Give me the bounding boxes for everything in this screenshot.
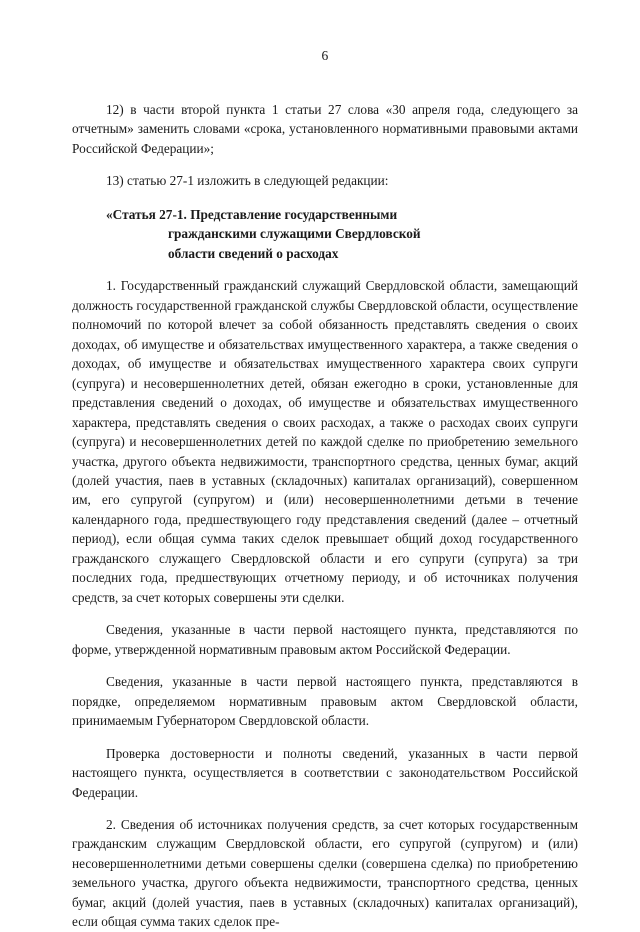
paragraph-item-12: 12) в части второй пункта 1 статьи 27 слова «30 апреля года, следующего за отчетным» заменить словами «срока, установленного нормативными правовыми актами Российской Федерации»; (72, 102, 578, 156)
article-heading (72, 205, 578, 263)
paragraph-clause-1-part-4: Проверка достоверности и полноты сведений, указанных в части первой настоящего пункта, осуществляется в соответствии с законодательством Российской Федерации. (72, 745, 578, 800)
paragraph-clause-2: 2. Сведения об источниках получения средств, за счет которых государственным гражданским служащим Свердловской области, его супругой (супругом) и (или) несовершеннолетними детьми совершены сделки (совершена сделка) по приобретению земельного участка, другого объекта недвижимости, транспортного средства, ценных бумаг, акций (долей участия, паев в уставных (складочных) капиталах организаций), если общая сумма таких сделок пре- (72, 817, 578, 930)
article-heading-line-3: области сведений о расходах (168, 245, 339, 261)
paragraph-clause-1-part-2: Сведения, указанные в части первой настоящего пункта, представляются по форме, утвержденной нормативным правовым актом Российской Федерации. (72, 622, 578, 657)
article-heading-text-1: Представление государственными (190, 206, 398, 222)
document-body (72, 100, 578, 932)
article-heading-number: «Статья 27-1. (106, 206, 187, 222)
paragraph-clause-1: 1. Государственный гражданский служащий Свердловской области, замещающий должность государственной гражданской службы Свердловской области, осуществление полномочий по которой влечет за собой обязанность представлять сведения о своих доходах, об имуществе и обязательствах имущественного характера, а также сведения о доходах, об имуществе и обязательствах имущественного характера своих супруги (супруга) и несовершеннолетних детей, обязан ежегодно в сроки, установленные для представления сведений о доходах, об имуществе и обязательствах имущественного характера, представлять сведения о своих расходах, а также о расходах своих супруги (супруга) и несовершеннолетних детей по каждой сделке по приобретению земельного участка, другого объекта недвижимости, транспортного средства, ценных бумаг, акций (долей участия, паев в уставных (складочных) капиталах организаций), совершенном им, его супругой (супругом) и (или) несовершеннолетними детьми в течение календарного года, предшествующего году представления сведений (далее – отчетный период), если общая сумма таких сделок превышает общий доход государственного гражданского служащего Свердловской области и его супруги (супруга) за три последних года, предшествующих отчетному периоду, и об источниках получения средств, за счет которых совершены эти сделки. (72, 278, 578, 605)
article-heading-line-1 (72, 205, 578, 224)
paragraph-item-13: 13) статью 27-1 изложить в следующей редакции: (106, 173, 389, 189)
page-number: 6 (321, 48, 329, 63)
paragraph-clause-1-part-3: Сведения, указанные в части первой настоящего пункта, представляются в порядке, определяемом нормативным правовым актом Свердловской области, принимаемым Губернатором Свердловской области. (72, 674, 578, 729)
article-heading-line-2: гражданскими служащими Свердловской (168, 226, 421, 242)
